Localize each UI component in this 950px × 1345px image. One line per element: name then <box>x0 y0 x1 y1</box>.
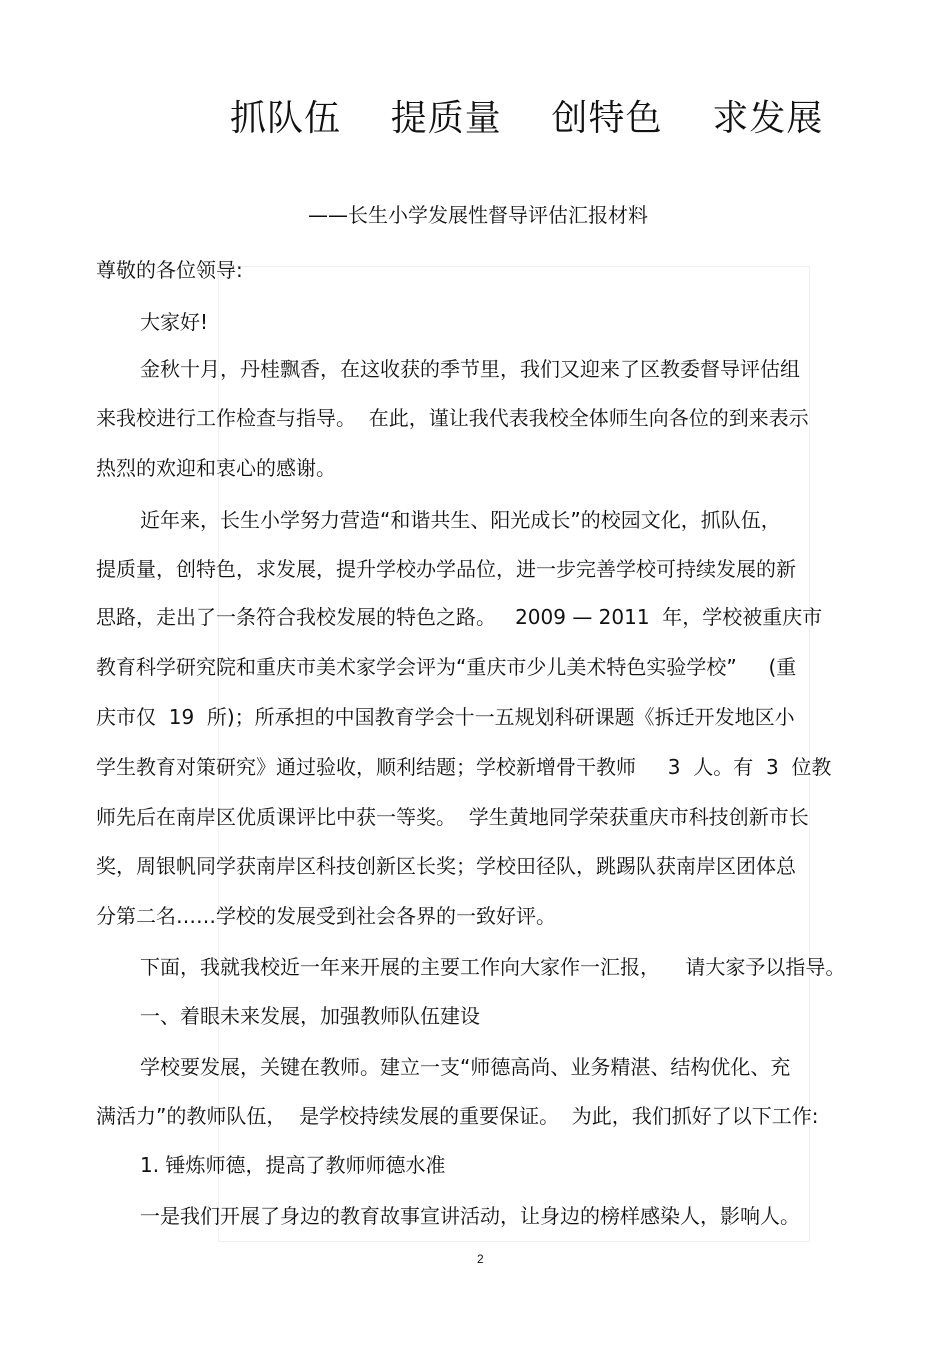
body-line: 庆市仅 19 所)；所承担的中国教育学会十一五规划科研课题《拆迁开发地区小 <box>96 705 795 729</box>
body-line: 金秋十月，丹桂飘香，在这收获的季节里，我们又迎来了区教委督导评估组 <box>140 357 800 381</box>
section-heading: 一、着眼未来发展，加强教师队伍建设 <box>140 1004 480 1028</box>
document-subtitle: ——长生小学发展性督导评估汇报材料 <box>308 203 648 227</box>
body-line: 教育科学研究院和重庆市美术家学会评为“重庆市少儿美术特色实验学校” (重 <box>96 655 797 679</box>
salutation-line: 大家好! <box>140 310 209 334</box>
subsection-heading: 1. 锤炼师德，提高了教师师德水准 <box>140 1153 446 1177</box>
body-line: 提质量，创特色，求发展，提升学校办学品位，进一步完善学校可持续发展的新 <box>96 557 796 581</box>
body-line: 学校要发展，关键在教师。建立一支“师德高尚、业务精湛、结构优化、充 <box>140 1055 791 1079</box>
body-line: 满活力”的教师队伍， 是学校持续发展的重要保证。 为此，我们抓好了以下工作: <box>96 1104 819 1128</box>
body-line: 分第二名……学校的发展受到社会各界的一致好评。 <box>96 904 556 928</box>
body-line: 热烈的欢迎和衷心的感谢。 <box>96 456 336 480</box>
body-line: 来我校进行工作检查与指导。 在此，谨让我代表我校全体师生向各位的到来表示 <box>96 406 809 430</box>
body-line: 奖，周银帆同学获南岸区科技创新区长奖；学校田径队，跳踢队获南岸区团体总 <box>96 854 796 878</box>
greeting-line: 尊敬的各位领导: <box>96 258 243 282</box>
body-line: 学生教育对策研究》通过验收，顺利结题；学校新增骨干教师 3 人。有 3 位教 <box>96 755 832 779</box>
body-line: 下面，我就我校近一年来开展的主要工作向大家作一汇报， 请大家予以指导。 <box>140 955 846 979</box>
body-line: 师先后在南岸区优质课评比中获一等奖。 学生黄地同学荣获重庆市科技创新市长 <box>96 805 809 829</box>
page-number: 2 <box>477 1252 484 1266</box>
document-title: 抓队伍 提质量 创特色 求发展 <box>230 98 824 139</box>
body-line: 一是我们开展了身边的教育故事宣讲活动，让身边的榜样感染人，影响人。 <box>140 1204 800 1228</box>
body-line: 思路，走出了一条符合我校发展的特色之路。 2009 — 2011 年，学校被重庆市 <box>96 605 823 629</box>
body-line: 近年来，长生小学努力营造“和谐共生、阳光成长”的校园文化，抓队伍， <box>140 508 781 532</box>
